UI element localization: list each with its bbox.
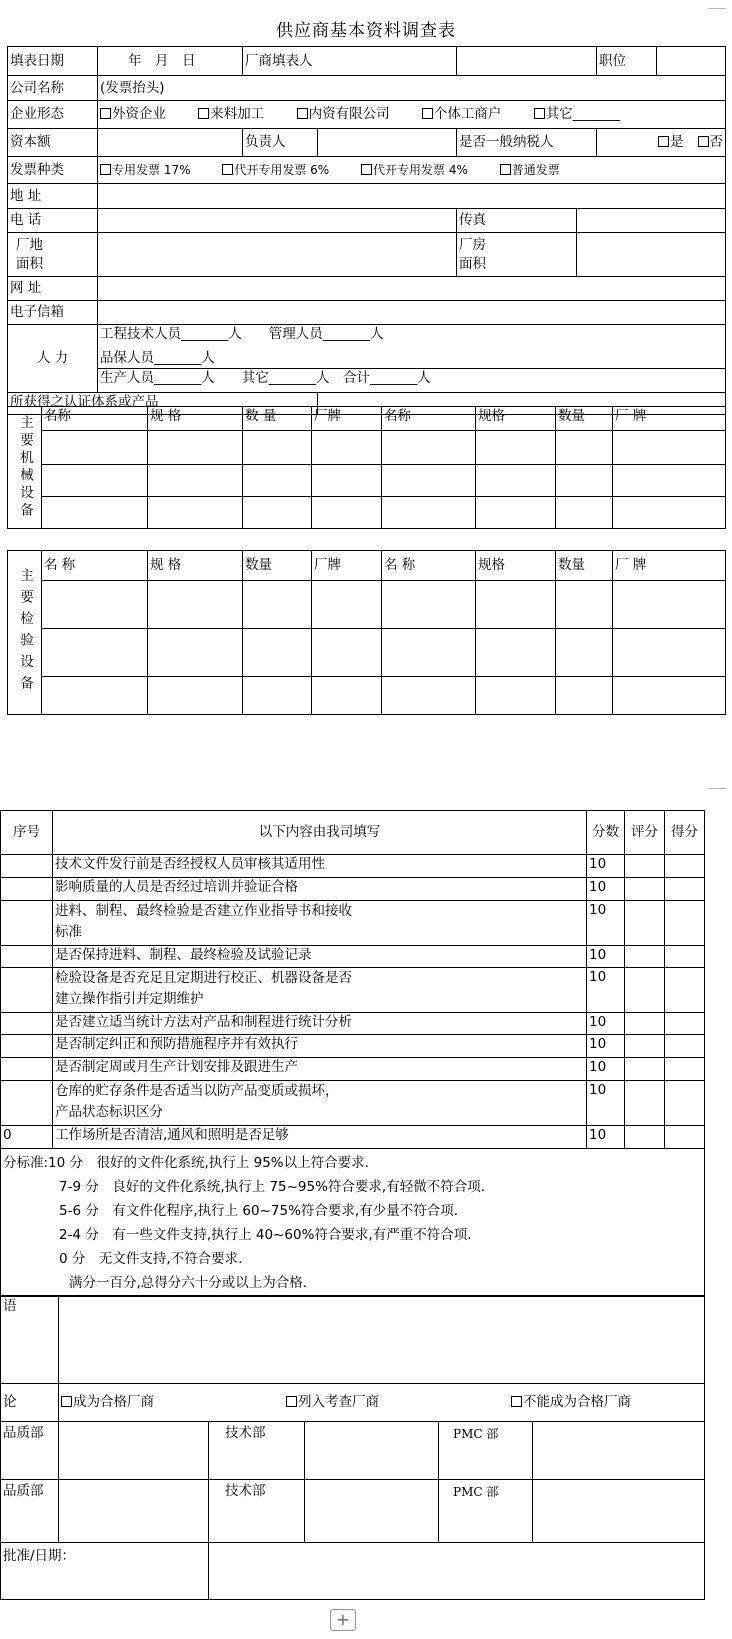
filler-field[interactable] xyxy=(457,47,597,76)
capital-field[interactable] xyxy=(98,129,243,157)
item-rating[interactable] xyxy=(625,968,665,1013)
machinery-label: 主要机械设备 xyxy=(17,415,33,520)
inspection-cell[interactable] xyxy=(476,677,556,715)
item-points: 10 xyxy=(587,1126,625,1149)
enterprise-type-label: 企业形态 xyxy=(8,101,98,129)
filler-label-cell xyxy=(243,47,457,76)
item-no xyxy=(1,1035,53,1058)
enterprise-option-label: 来料加工 xyxy=(210,106,265,122)
inspection-header: 数量 xyxy=(556,551,613,581)
machinery-cell[interactable] xyxy=(312,431,382,465)
quality-dept-sign[interactable] xyxy=(59,1422,209,1480)
item-no xyxy=(1,878,53,901)
machinery-cell[interactable] xyxy=(382,497,476,529)
position-field[interactable] xyxy=(657,47,726,76)
scoring-line: 7-9 分 良好的文件化系统,执行上 75~95%符合要求,有轻微不符合项. xyxy=(59,1179,486,1195)
item-rating[interactable] xyxy=(625,1035,665,1058)
website-field[interactable] xyxy=(98,277,726,301)
machinery-cell[interactable] xyxy=(148,465,243,497)
conclusion-option[interactable] xyxy=(286,1393,511,1412)
invoice-option[interactable] xyxy=(361,163,468,177)
scoring-standard xyxy=(1,1149,705,1296)
enterprise-option-label: 外资企业 xyxy=(112,106,166,122)
item-score[interactable] xyxy=(665,968,705,1013)
tech-dept-sign[interactable] xyxy=(305,1480,439,1543)
item-no xyxy=(1,1013,53,1035)
company-label: 公司名称 xyxy=(8,76,98,101)
machinery-cell[interactable] xyxy=(382,431,476,465)
item-text: 是否建立适当统计方法对产品和制程进行统计分析 xyxy=(53,1013,587,1035)
item-points: 10 xyxy=(587,878,625,901)
inspection-header: 厂牌 xyxy=(312,551,382,581)
fax-field[interactable] xyxy=(577,209,726,233)
factory-area-label xyxy=(8,233,98,277)
invoice-type-options xyxy=(98,157,726,184)
item-no xyxy=(1,1058,53,1081)
machinery-cell[interactable] xyxy=(476,465,556,497)
machinery-header: 数 量 xyxy=(243,407,312,431)
inspection-section-label xyxy=(8,551,42,715)
item-text xyxy=(53,968,587,1013)
machinery-cell[interactable] xyxy=(243,465,312,497)
position-label: 职位 xyxy=(597,47,657,76)
plant-area-label xyxy=(457,233,577,277)
item-no xyxy=(1,901,53,946)
machinery-cell[interactable] xyxy=(556,431,613,465)
invoice-option[interactable] xyxy=(100,163,191,177)
inspection-table xyxy=(7,550,726,715)
item-text: 是否保持进料、制程、最终检验及试验记录 xyxy=(53,946,587,968)
machinery-cell[interactable] xyxy=(556,497,613,529)
taxpayer-yes-label: 是 xyxy=(670,134,684,150)
machinery-cell[interactable] xyxy=(613,497,726,529)
machinery-header: 名称 xyxy=(382,407,476,431)
plant-area-field[interactable] xyxy=(577,233,726,277)
comment-field[interactable] xyxy=(59,1297,705,1384)
item-score[interactable] xyxy=(665,878,705,901)
inspection-cell[interactable] xyxy=(312,677,382,715)
machinery-header: 数量 xyxy=(556,407,613,431)
item-text: 影响质量的人员是否经过培训并验证合格 xyxy=(53,878,587,901)
item-text xyxy=(53,901,587,946)
enterprise-type-options xyxy=(98,101,726,129)
inspection-cell[interactable] xyxy=(148,581,243,629)
rating-header: 评分 xyxy=(625,811,665,855)
item-no xyxy=(1,968,53,1013)
responsible-field[interactable] xyxy=(318,129,457,157)
capital-label: 资本额 xyxy=(8,129,98,157)
item-score[interactable] xyxy=(665,1126,705,1149)
taxpayer-yes-option[interactable] xyxy=(658,134,684,150)
inspection-cell[interactable] xyxy=(476,581,556,629)
machinery-cell[interactable] xyxy=(243,497,312,529)
page-gap xyxy=(0,740,732,772)
enterprise-option-label: 个体工商户 xyxy=(433,106,502,122)
machinery-cell[interactable] xyxy=(42,465,148,497)
evaluation-row xyxy=(1,1126,705,1149)
item-score[interactable] xyxy=(665,946,705,968)
review-table xyxy=(0,1296,705,1600)
inspection-cell[interactable] xyxy=(613,677,726,715)
evaluation-row xyxy=(1,1013,705,1035)
checkbox-icon xyxy=(198,108,209,119)
item-score[interactable] xyxy=(665,901,705,946)
responsible-label: 负责人 xyxy=(243,129,318,157)
inspection-header: 规格 xyxy=(476,551,556,581)
content-header: 以下内容由我司填写 xyxy=(53,811,587,855)
manpower-line[interactable]: 生产人员_______人 其它_______人 合计_______人 xyxy=(98,369,726,393)
item-text xyxy=(53,1081,587,1126)
inspection-cell[interactable] xyxy=(476,629,556,677)
inspection-cell[interactable] xyxy=(148,677,243,715)
inspection-header: 数量 xyxy=(243,551,312,581)
factory-area-label-line: 面积 xyxy=(16,255,43,272)
page-1 xyxy=(0,0,732,740)
checkbox-icon xyxy=(500,164,511,175)
cert-label: 所获得之认证体系或产品 xyxy=(8,393,318,415)
item-rating[interactable] xyxy=(625,1013,665,1035)
invoice-option-label: 代开专用发票 4% xyxy=(373,162,468,177)
inspection-cell[interactable] xyxy=(556,629,613,677)
inspection-cell[interactable] xyxy=(556,581,613,629)
item-text-line: 建立操作指引并定期维护 xyxy=(55,991,204,1007)
evaluation-row xyxy=(1,855,705,878)
machinery-cell[interactable] xyxy=(613,465,726,497)
conclusion-option[interactable] xyxy=(511,1394,631,1410)
checkbox-icon xyxy=(222,164,233,175)
plant-area-label-line: 厂房 xyxy=(459,236,486,253)
enterprise-option-label: 内资有限公司 xyxy=(308,106,390,122)
checkbox-icon xyxy=(534,108,545,119)
checkbox-icon xyxy=(297,108,308,119)
inspection-header: 名 称 xyxy=(382,551,476,581)
item-text: 是否制定周或月生产计划安排及跟进生产 xyxy=(53,1058,587,1081)
invoice-label: 发票种类 xyxy=(8,157,98,184)
evaluation-row xyxy=(1,968,705,1013)
evaluation-row xyxy=(1,901,705,946)
item-points: 10 xyxy=(587,1035,625,1058)
manpower-line[interactable]: 品保人员_______人 xyxy=(98,349,726,369)
item-points: 10 xyxy=(587,1081,625,1126)
item-no xyxy=(1,946,53,968)
item-text-line: 检验设备是否充足且定期进行校正、机器设备是否 xyxy=(55,970,352,986)
tech-dept-sign[interactable] xyxy=(305,1422,439,1480)
evaluation-row xyxy=(1,1035,705,1058)
conclusion-option-label: 列入考查厂商 xyxy=(298,1394,379,1410)
inspection-header: 名 称 xyxy=(42,551,148,581)
checkbox-icon xyxy=(511,1396,522,1407)
tech-dept-label: 技术部 xyxy=(209,1422,305,1480)
inspection-cell[interactable] xyxy=(243,677,312,715)
machinery-cell[interactable] xyxy=(556,465,613,497)
inspection-header: 规 格 xyxy=(148,551,243,581)
machinery-cell[interactable] xyxy=(382,465,476,497)
item-text: 是否制定纠正和预防措施程序并有效执行 xyxy=(53,1035,587,1058)
page-2 xyxy=(0,772,732,1632)
machinery-header: 规格 xyxy=(476,407,556,431)
page-corner-mark xyxy=(708,780,726,789)
invoice-option-label: 专用发票 17% xyxy=(112,162,191,177)
machinery-cell[interactable] xyxy=(42,431,148,465)
invoice-option[interactable] xyxy=(222,163,329,177)
enterprise-option[interactable] xyxy=(297,106,390,122)
machinery-header: 规 格 xyxy=(148,407,243,431)
taxpayer-no-label: 否 xyxy=(709,134,723,150)
machinery-cell[interactable] xyxy=(148,431,243,465)
factory-area-field[interactable] xyxy=(98,233,457,277)
company-field[interactable] xyxy=(98,76,726,101)
item-text: 技术文件发行前是否经授权人员审核其适用性 xyxy=(53,855,587,878)
inspection-cell[interactable] xyxy=(312,629,382,677)
checkbox-icon xyxy=(100,108,111,119)
item-points: 10 xyxy=(587,1058,625,1081)
evaluation-row xyxy=(1,1081,705,1126)
machinery-cell[interactable] xyxy=(476,431,556,465)
conclusion-options xyxy=(59,1384,705,1422)
page-corner-mark xyxy=(708,0,726,9)
evaluation-row xyxy=(1,1058,705,1081)
scoring-line: 分标准:10 分 很好的文件化系统,执行上 95%以上符合要求. xyxy=(3,1155,369,1171)
item-points: 10 xyxy=(587,946,625,968)
item-points: 10 xyxy=(587,855,625,878)
evaluation-table xyxy=(0,810,705,1296)
checkbox-icon xyxy=(286,1396,297,1407)
inspection-cell[interactable] xyxy=(42,581,148,629)
scoring-line: 5-6 分 有文件化程序,执行上 60~75%符合要求,有少量不符合项. xyxy=(59,1203,459,1219)
item-text-line: 产品状态标识区分 xyxy=(55,1104,163,1120)
inspection-label: 主要检验设备 xyxy=(17,568,33,697)
conclusion-option[interactable] xyxy=(61,1393,286,1412)
inspection-cell[interactable] xyxy=(148,629,243,677)
phone-field[interactable] xyxy=(98,209,457,233)
fill-date-field[interactable]: 年 月 日 xyxy=(98,47,243,76)
supplier-info-table xyxy=(7,46,726,415)
machinery-cell[interactable] xyxy=(312,497,382,529)
inspection-cell[interactable] xyxy=(382,629,476,677)
enterprise-option[interactable] xyxy=(198,106,264,122)
machinery-header: 厂牌 xyxy=(312,407,382,431)
points-header: 分数 xyxy=(587,811,625,855)
email-label: 电子信箱 xyxy=(8,301,98,325)
inspection-cell[interactable] xyxy=(382,677,476,715)
machinery-header: 厂 牌 xyxy=(613,407,726,431)
inspection-cell[interactable] xyxy=(42,629,148,677)
item-score[interactable] xyxy=(665,1013,705,1035)
scoring-line: 2-4 分 有一些文件支持,执行上 40~60%符合要求,有严重不符合项. xyxy=(59,1227,472,1243)
fill-date-label: 填表日期 xyxy=(8,47,98,76)
score-header: 得分 xyxy=(665,811,705,855)
machinery-table xyxy=(7,406,726,529)
filler-label: 厂商填表人 xyxy=(245,52,313,69)
inspection-cell[interactable] xyxy=(243,581,312,629)
pmc-dept-label: PMC 部 xyxy=(439,1422,533,1480)
item-rating[interactable] xyxy=(625,1058,665,1081)
machinery-cell[interactable] xyxy=(42,497,148,529)
tech-dept-label: 技术部 xyxy=(209,1480,305,1543)
checkbox-icon xyxy=(361,164,372,175)
item-rating[interactable] xyxy=(625,1126,665,1149)
address-label: 地 址 xyxy=(8,184,98,209)
machinery-cell[interactable] xyxy=(613,431,726,465)
item-points: 10 xyxy=(587,1013,625,1035)
approval-label: 批准/日期： xyxy=(1,1543,209,1600)
fax-label: 传真 xyxy=(457,209,577,233)
scoring-line: 满分一百分,总得分六十分或以上为合格. xyxy=(69,1275,308,1291)
quality-dept-label: 品质部 xyxy=(1,1480,59,1543)
item-text: 工作场所是否清洁,通风和照明是否足够 xyxy=(53,1126,587,1149)
email-field[interactable] xyxy=(98,301,726,325)
scoring-line: 0 分 无文件支持,不符合要求. xyxy=(59,1251,243,1267)
approval-field[interactable] xyxy=(209,1543,705,1600)
taxpayer-no-option[interactable] xyxy=(698,134,724,150)
checkbox-icon xyxy=(422,108,433,119)
pmc-dept-sign[interactable] xyxy=(533,1480,705,1543)
invoice-option[interactable] xyxy=(500,163,560,177)
inspection-cell[interactable] xyxy=(243,629,312,677)
item-no xyxy=(1,1081,53,1126)
item-rating[interactable] xyxy=(625,878,665,901)
checkbox-icon xyxy=(100,164,111,175)
inspection-header: 厂 牌 xyxy=(613,551,726,581)
comment-label: 语 xyxy=(1,1297,59,1384)
checkbox-icon xyxy=(61,1396,72,1407)
machinery-section-label xyxy=(8,407,42,529)
manpower-label: 人 力 xyxy=(8,325,98,393)
item-no xyxy=(1,855,53,878)
inspection-cell[interactable] xyxy=(382,581,476,629)
seq-header: 序号 xyxy=(1,811,53,855)
machinery-cell[interactable] xyxy=(148,497,243,529)
checkbox-icon xyxy=(698,136,709,147)
invoice-option-label: 代开专用发票 6% xyxy=(234,162,330,177)
machinery-cell[interactable] xyxy=(243,431,312,465)
checkbox-icon xyxy=(658,136,669,147)
address-field[interactable] xyxy=(98,184,726,209)
manpower-line[interactable]: 工程技术人员_______人 管理人员_______人 xyxy=(98,325,726,349)
company-hint: (发票抬头) xyxy=(100,79,165,96)
phone-label: 电 话 xyxy=(8,209,98,233)
enterprise-option-label: 其它_______ xyxy=(545,106,620,122)
item-no: 0 xyxy=(1,1126,53,1149)
factory-area-label-line: 厂地 xyxy=(16,236,43,253)
inspection-cell[interactable] xyxy=(42,677,148,715)
quality-dept-label: 品质部 xyxy=(1,1422,59,1480)
item-score[interactable] xyxy=(665,1058,705,1081)
machinery-cell[interactable] xyxy=(476,497,556,529)
invoice-option-label: 普通发票 xyxy=(511,162,560,177)
evaluation-row xyxy=(1,878,705,901)
item-rating[interactable] xyxy=(625,946,665,968)
item-rating[interactable] xyxy=(625,901,665,946)
item-points: 10 xyxy=(587,968,625,1013)
taxpayer-options xyxy=(597,129,726,157)
evaluation-row xyxy=(1,946,705,968)
quality-dept-sign[interactable] xyxy=(59,1480,209,1543)
item-rating[interactable] xyxy=(625,855,665,878)
item-text-line: 仓库的贮存条件是否适当以防产品变质或损坏， xyxy=(55,1083,339,1099)
conclusion-option-label: 成为合格厂商 xyxy=(73,1394,154,1410)
inspection-cell[interactable] xyxy=(613,629,726,677)
enterprise-option[interactable] xyxy=(422,106,502,122)
inspection-cell[interactable] xyxy=(556,677,613,715)
plant-area-label-line: 面积 xyxy=(459,255,486,272)
item-points: 10 xyxy=(587,901,625,946)
enterprise-option[interactable] xyxy=(100,106,166,122)
inspection-cell[interactable] xyxy=(312,581,382,629)
enterprise-option[interactable] xyxy=(534,106,620,122)
taxpayer-label: 是否一般纳税人 xyxy=(457,129,597,157)
machinery-header: 名称 xyxy=(42,407,148,431)
machinery-cell[interactable] xyxy=(312,465,382,497)
inspection-cell[interactable] xyxy=(613,581,726,629)
pmc-dept-label: PMC 部 xyxy=(439,1480,533,1543)
website-label: 网 址 xyxy=(8,277,98,301)
conclusion-option-label: 不能成为合格厂商 xyxy=(523,1394,631,1410)
item-score[interactable] xyxy=(665,855,705,878)
add-page-button[interactable]: + xyxy=(330,1609,356,1631)
item-text-line: 进料、制程、最终检验是否建立作业指导书和接收 xyxy=(55,903,352,919)
item-rating[interactable] xyxy=(625,1081,665,1126)
item-text-line: 标准 xyxy=(55,924,82,940)
pmc-dept-sign[interactable] xyxy=(533,1422,705,1480)
item-score[interactable] xyxy=(665,1081,705,1126)
conclusion-label: 论 xyxy=(1,1384,59,1422)
form-title: 供应商基本资料调查表 xyxy=(276,21,456,41)
item-score[interactable] xyxy=(665,1035,705,1058)
